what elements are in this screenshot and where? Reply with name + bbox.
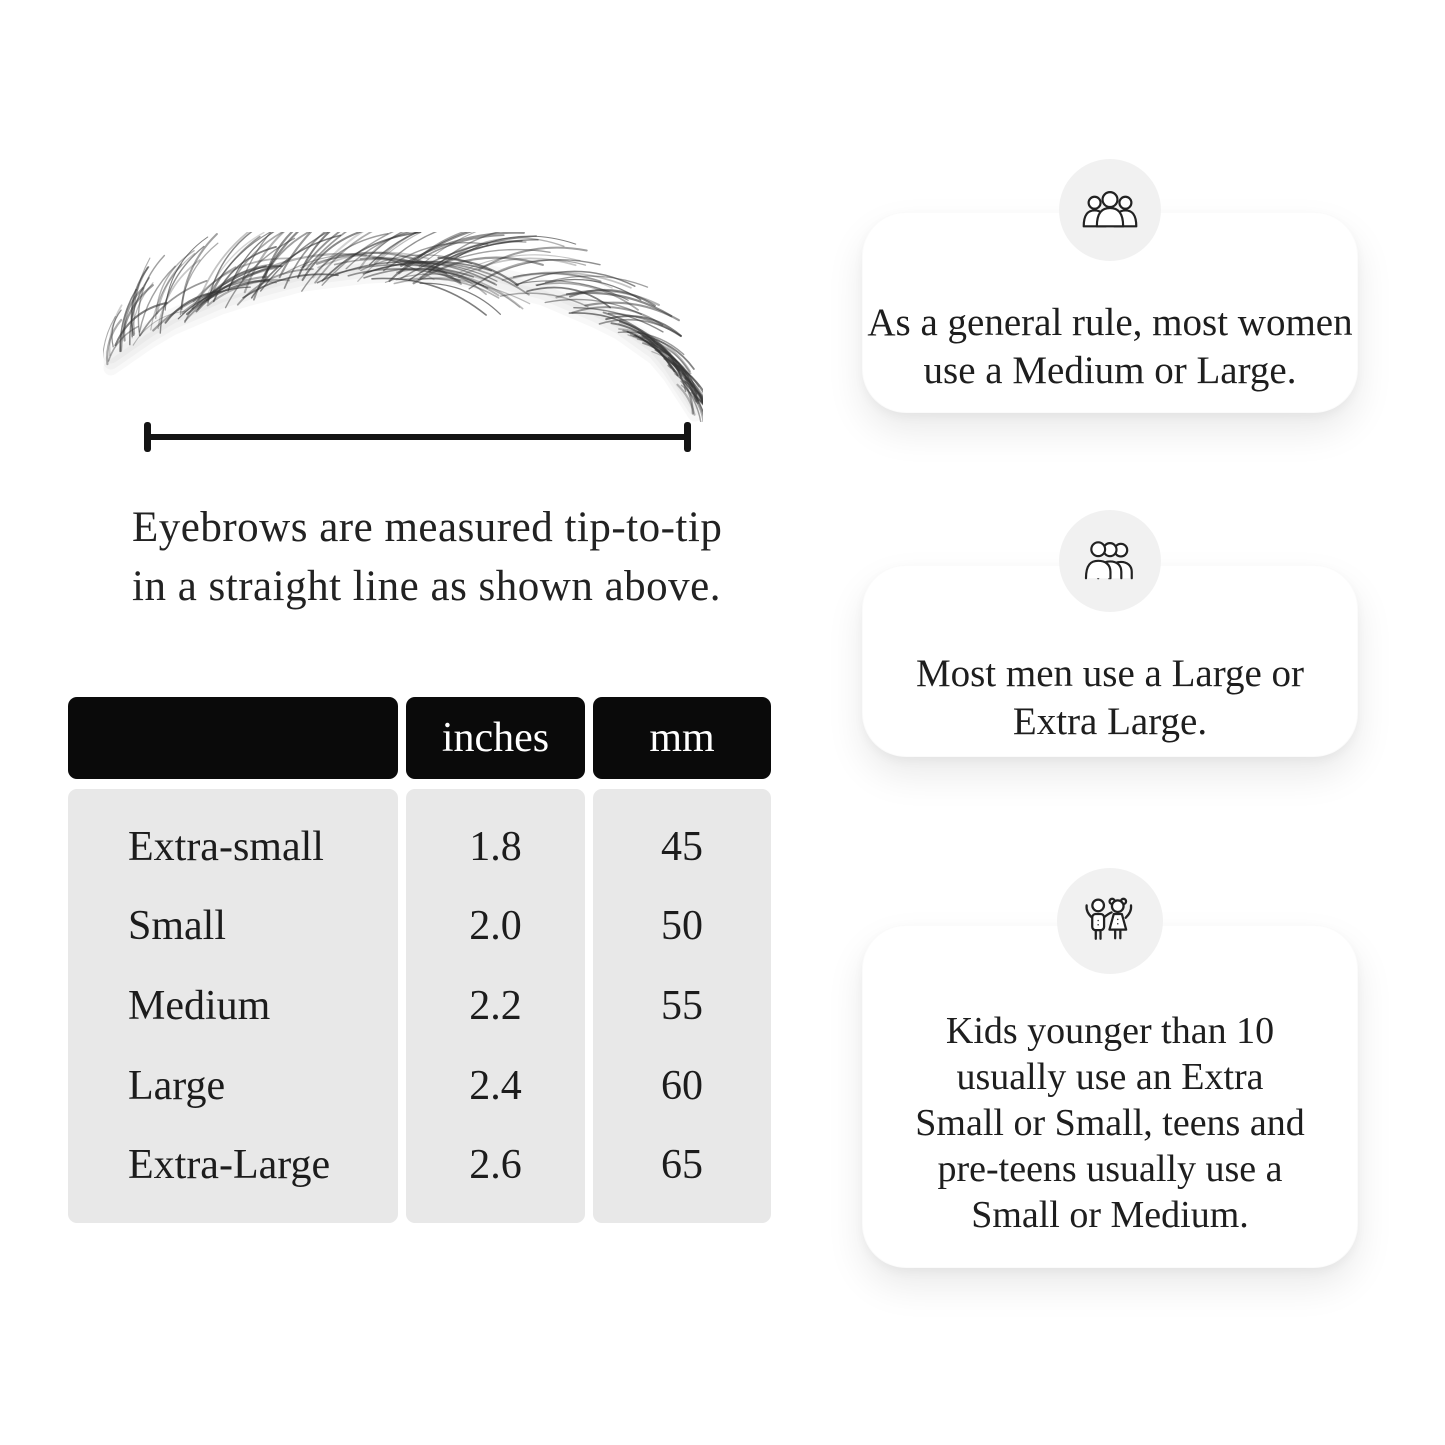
card-text-line: use a Medium or Large. [923, 349, 1297, 392]
card-text-line: pre-teens usually use a [937, 1148, 1283, 1190]
kids-icon [1057, 868, 1163, 974]
card-text-line: usually use an Extra [956, 1056, 1264, 1098]
row-mm-value: 55 [661, 982, 703, 1029]
eyebrow-sketch-svg [103, 232, 703, 422]
row-inches-value: 2.6 [469, 1142, 522, 1189]
row-inches-value: 1.8 [469, 823, 522, 870]
size-table-header [68, 697, 771, 779]
women-group-icon [1059, 159, 1161, 261]
row-label: Extra-Large [128, 1142, 331, 1189]
row-label: Medium [128, 982, 271, 1029]
row-label: Extra-small [128, 823, 324, 870]
caption-line-2: in a straight line as shown above. [132, 563, 722, 610]
mm-column [593, 789, 771, 1223]
card-text-line: Most men use a Large or [915, 652, 1305, 695]
row-label: Small [128, 903, 227, 950]
row-mm-value: 50 [661, 903, 703, 950]
header-cell-inches: inches [406, 697, 585, 779]
inches-column [406, 789, 585, 1223]
card-text-line: Small or Medium. [971, 1194, 1249, 1236]
card-text-line: Extra Large. [1012, 700, 1208, 743]
row-inches-value: 2.0 [469, 903, 522, 950]
row-mm-value: 65 [661, 1142, 703, 1189]
size-label-column [68, 789, 398, 1223]
men-group-icon [1059, 510, 1161, 612]
measurement-line-right-cap [684, 422, 691, 452]
measurement-caption [132, 498, 722, 616]
info-card-women [862, 212, 1358, 413]
row-inches-value: 2.2 [469, 982, 522, 1029]
card-text-line: Small or Small, teens and [915, 1102, 1305, 1144]
card-text-line: As a general rule, most women [867, 301, 1353, 344]
size-table [68, 697, 771, 1223]
header-cell-size [68, 697, 398, 779]
row-mm-value: 60 [661, 1062, 703, 1109]
caption-line-1: Eyebrows are measured tip-to-tip [132, 504, 723, 551]
eyebrow-illustration [103, 232, 703, 422]
measurement-line-bar [146, 434, 689, 440]
header-cell-mm: mm [593, 697, 771, 779]
row-label: Large [128, 1062, 226, 1109]
card-text-line: Kids younger than 10 [945, 1010, 1275, 1052]
info-card-kids [862, 925, 1358, 1268]
row-mm-value: 45 [661, 823, 703, 870]
row-inches-value: 2.4 [469, 1062, 522, 1109]
measurement-line [146, 422, 689, 452]
info-card-men [862, 565, 1358, 757]
size-table-body [68, 789, 771, 1223]
